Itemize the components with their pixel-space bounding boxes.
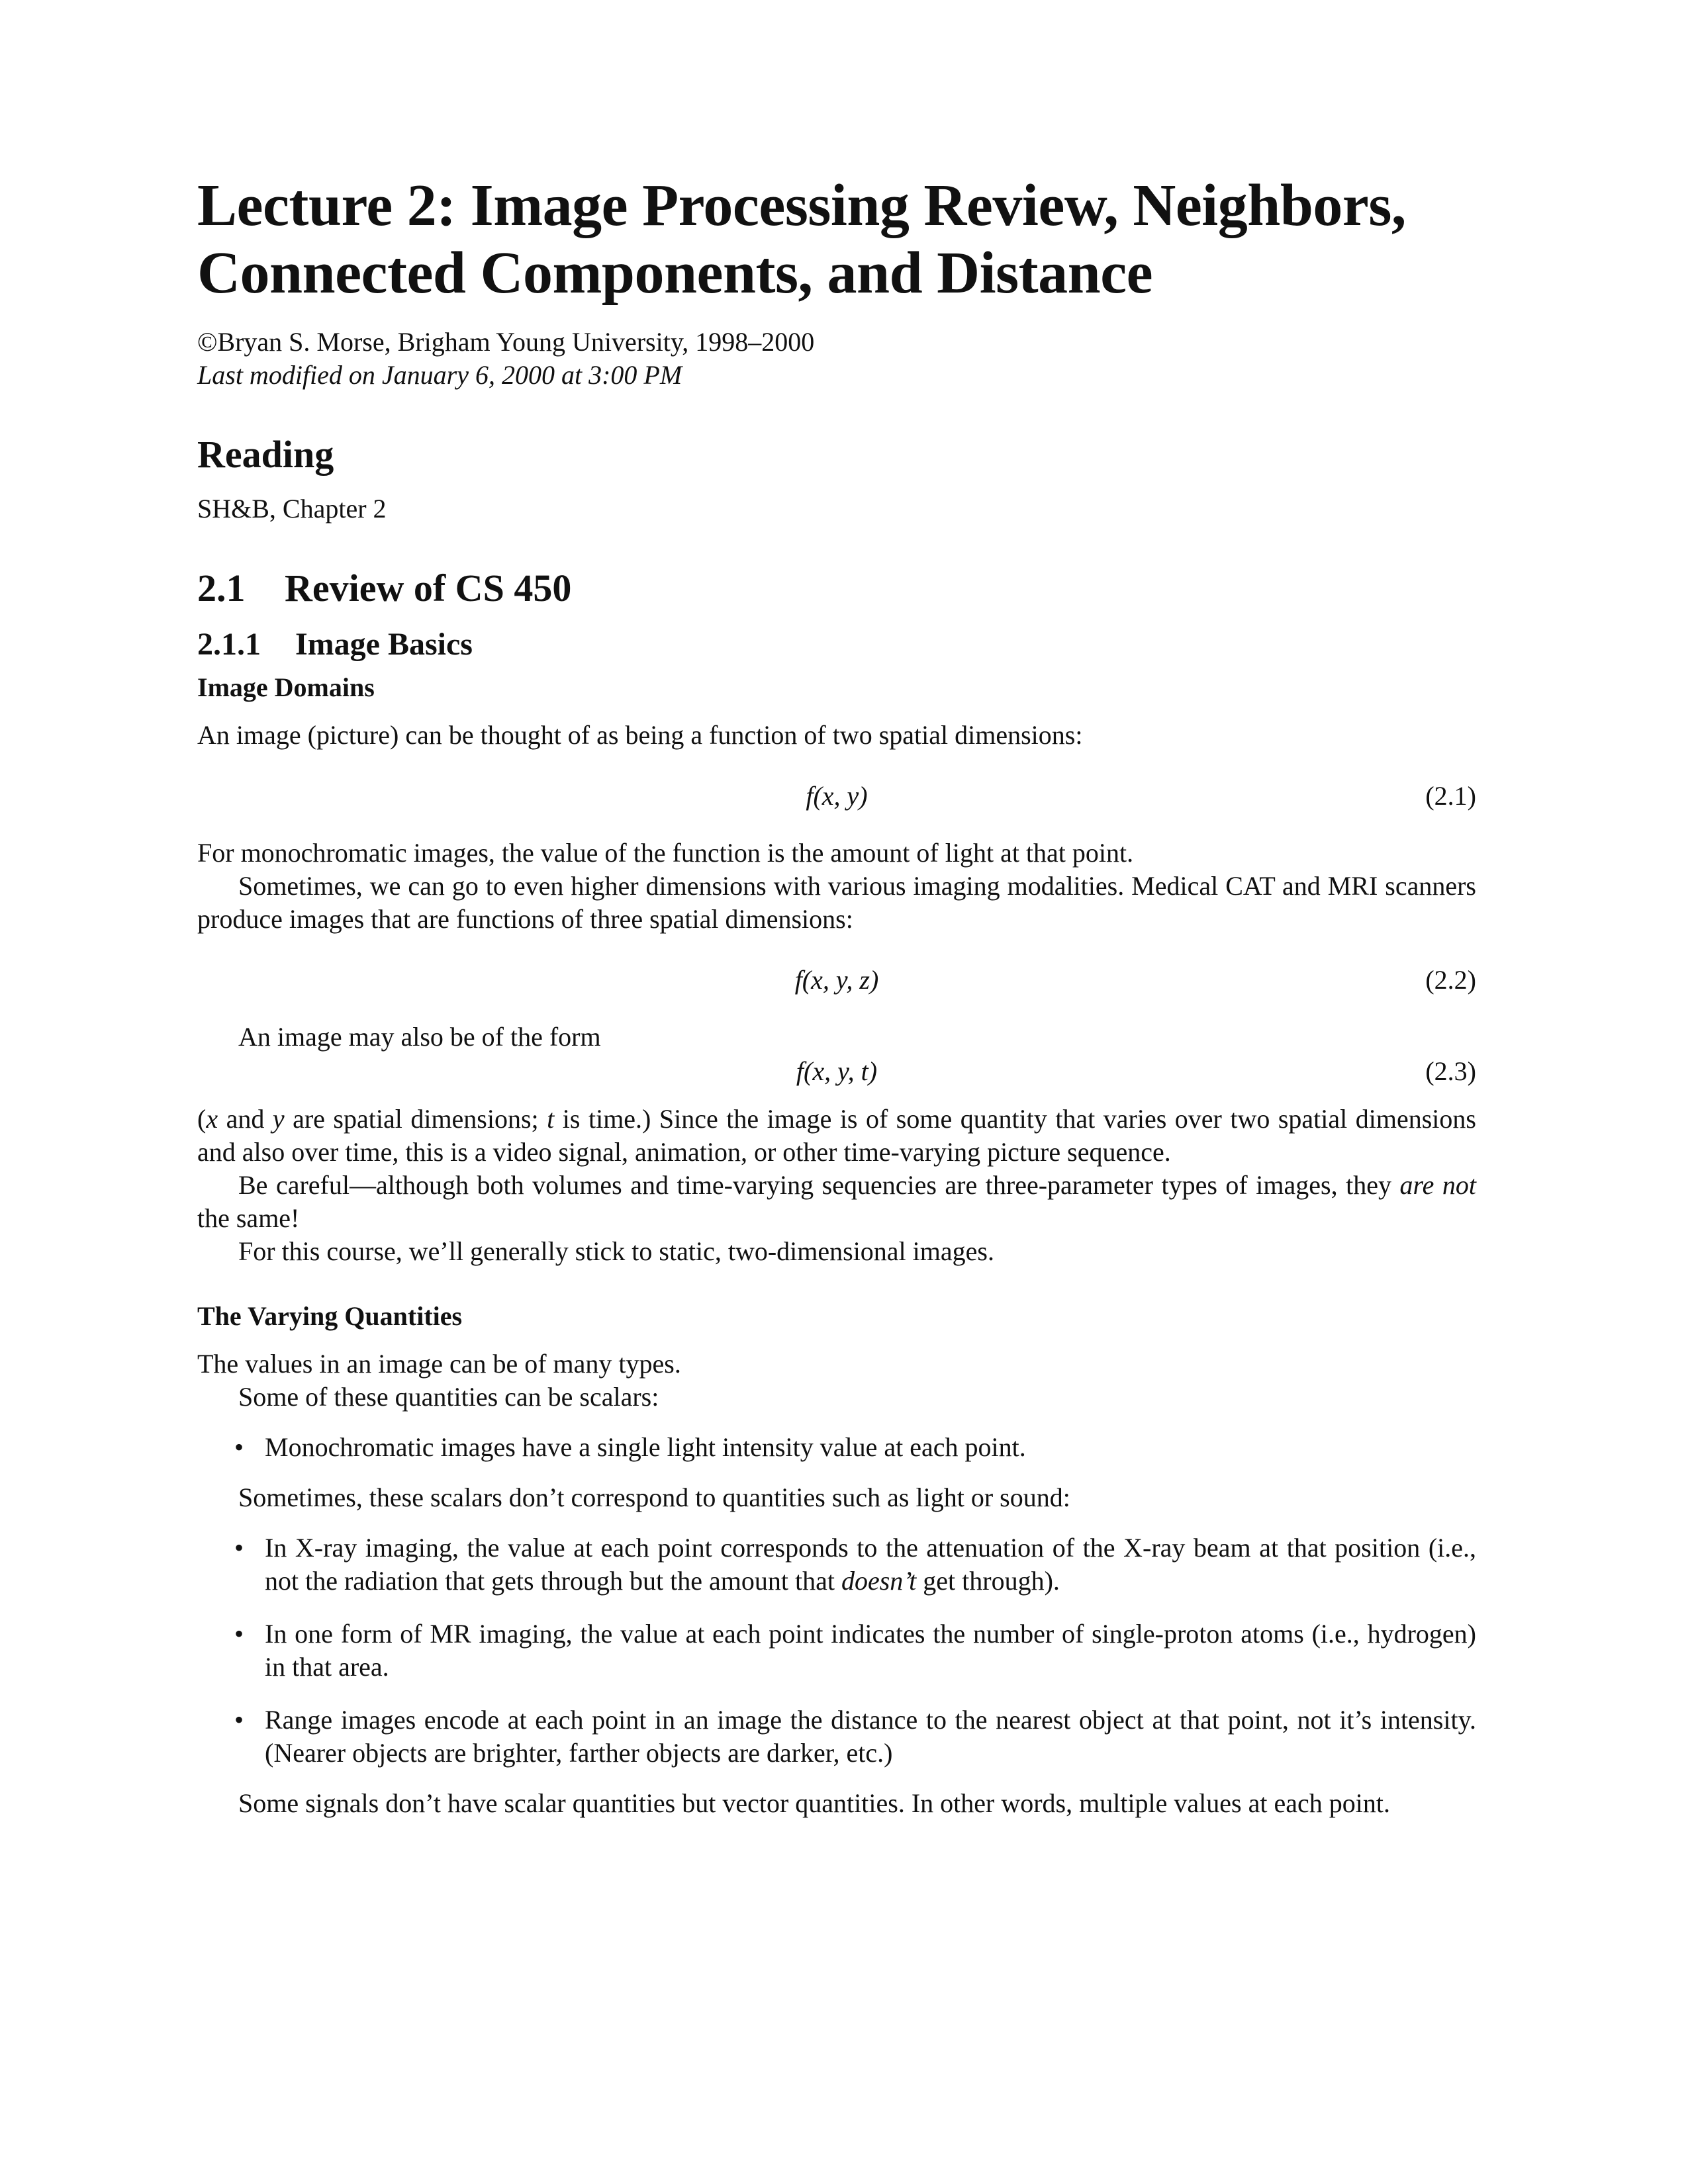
reading-heading: Reading xyxy=(197,433,334,476)
paragraph-values-types: The values in an image can be of many types. xyxy=(197,1349,681,1379)
paragraph-monochromatic: For monochromatic images, the value of the function is the amount of light at that point. xyxy=(197,838,1134,868)
emphasis-text: are not xyxy=(1399,1170,1476,1200)
reading-text: SH&B, Chapter 2 xyxy=(197,494,387,523)
document-page xyxy=(197,172,1476,1820)
paragraph-vector-quantities: Some signals don’t have scalar quantities but vector quantities. In other words, multiple values at each point. xyxy=(238,1788,1390,1818)
image-domains-intro: An image (picture) can be thought of as being a function of two spatial dimensions: xyxy=(197,720,1083,750)
text-run: is time.) Since the image is of some quantity that varies over two spatial dimensions and also over time, this is a video signal, animation, or other time-varying picture sequence. xyxy=(197,1104,1476,1167)
image-domains-heading: Image Domains xyxy=(197,672,375,702)
emphasis-text: doesn’t xyxy=(841,1566,917,1596)
text-run: ( xyxy=(197,1104,207,1134)
scalar-list xyxy=(197,1431,1476,1464)
equation-expression: f(x, y, t) xyxy=(796,1056,878,1086)
subsection-title: Image Basics xyxy=(295,627,473,662)
text-run: the same! xyxy=(197,1203,300,1233)
paragraph-higher-dimensions: Sometimes, we can go to even higher dimensions with various imaging modalities. Medical CAT and MRI scanners produce images that are functions of three spatial dimensions: xyxy=(197,871,1476,934)
list-item xyxy=(197,1531,1476,1598)
section-heading xyxy=(197,565,1476,612)
math-variable: t xyxy=(547,1104,555,1134)
list-item-text: Monochromatic images have a single light intensity value at each point. xyxy=(265,1432,1026,1462)
lecture-title xyxy=(197,172,1476,307)
copyright-line: ©Bryan S. Morse, Brigham Young University, 1998–2000 xyxy=(197,327,815,357)
subsection-number: 2.1.1 xyxy=(197,627,261,662)
equation-expression: f(x, y) xyxy=(806,781,868,811)
bullet-icon: • xyxy=(234,1533,244,1563)
equation-2-3 xyxy=(197,1055,1476,1088)
list-item-text: Range images encode at each point in an image the distance to the nearest object at that point, not it’s intensity. (Nearer objects are brighter, farther objects are darker, etc.) xyxy=(265,1705,1476,1768)
bullet-icon: • xyxy=(234,1705,244,1735)
paragraph-non-light-scalars: Sometimes, these scalars don’t correspond to quantities such as light or sound: xyxy=(238,1482,1070,1512)
math-variable: x xyxy=(206,1104,218,1134)
equation-expression: f(x, y, z) xyxy=(794,965,879,995)
list-item xyxy=(197,1431,1476,1464)
text-run: are spatial dimensions; xyxy=(284,1104,547,1134)
bullet-icon: • xyxy=(234,1619,244,1649)
modality-list xyxy=(197,1531,1476,1770)
text-run: In X-ray imaging, the value at each point corresponds to the attenuation of the X-ray beam at that position (i.e., not the radiation that gets through but the amount that xyxy=(265,1533,1476,1596)
list-item xyxy=(197,1617,1476,1684)
list-item-text: In one form of MR imaging, the value at each point indicates the number of single-proton atoms (i.e., hydrogen) in that area. xyxy=(265,1619,1476,1682)
math-variable: y xyxy=(272,1104,285,1134)
text-run: Be careful—although both volumes and time-varying sequencies are three-parameter types of images, they xyxy=(238,1170,1400,1200)
text-run: get through). xyxy=(916,1566,1060,1596)
paragraph-scalars: Some of these quantities can be scalars: xyxy=(238,1382,659,1412)
text-run: and xyxy=(218,1104,273,1134)
paragraph-this-course: For this course, we’ll generally stick to static, two-dimensional images. xyxy=(238,1236,994,1266)
title-line-2: Connected Components, and Distance xyxy=(197,240,1153,306)
title-line-1: Lecture 2: Image Processing Review, Neighbors, xyxy=(197,173,1406,238)
section-number: 2.1 xyxy=(197,567,246,610)
author-block xyxy=(197,326,1476,392)
subsection-heading xyxy=(197,625,1476,664)
equation-number: (2.3) xyxy=(1425,1056,1476,1086)
bullet-icon: • xyxy=(234,1432,244,1462)
varying-quantities-heading: The Varying Quantities xyxy=(197,1301,463,1331)
equation-number: (2.1) xyxy=(1425,781,1476,811)
equation-number: (2.2) xyxy=(1425,965,1476,995)
equation-2-1 xyxy=(197,780,1476,813)
section-title: Review of CS 450 xyxy=(285,567,572,610)
paragraph-be-careful xyxy=(197,1169,1476,1235)
list-item xyxy=(197,1704,1476,1770)
equation-2-2 xyxy=(197,964,1476,997)
paragraph-video-signal xyxy=(197,1103,1476,1169)
paragraph-form: An image may also be of the form xyxy=(238,1022,601,1052)
last-modified-line: Last modified on January 6, 2000 at 3:00 PM xyxy=(197,360,682,390)
